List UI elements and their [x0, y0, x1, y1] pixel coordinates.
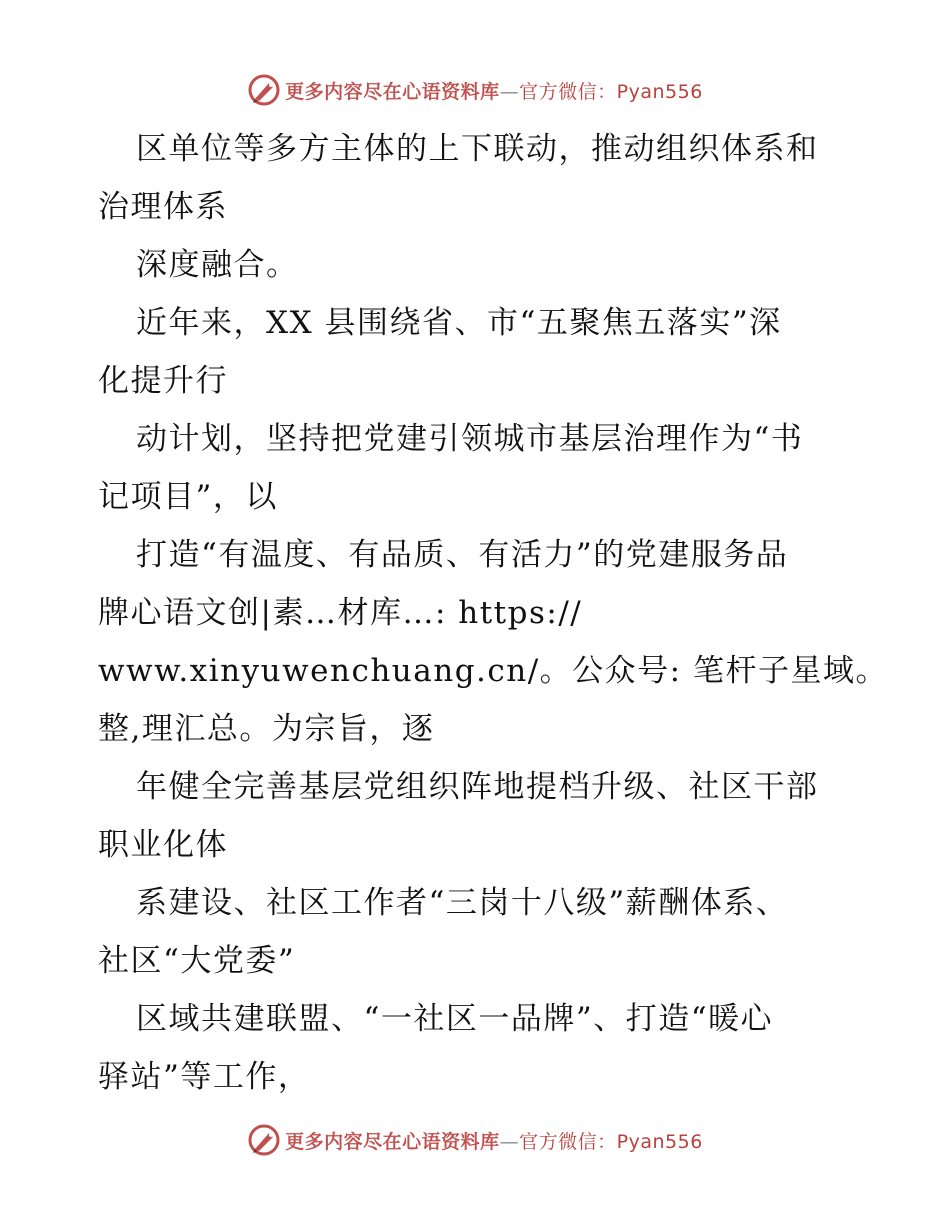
watermark-text — [285, 1127, 703, 1154]
watermark-separator: — — [499, 1130, 520, 1153]
header-watermark-banner — [0, 70, 950, 110]
watermark-text — [285, 77, 703, 104]
body-line: 整,理汇总。为宗旨，逐 — [98, 711, 435, 747]
body-line: 社区“大党委” — [98, 943, 296, 979]
watermark-wechat: 官方微信：Pyan556 — [519, 1130, 703, 1153]
body-line: 职业化体 — [98, 827, 228, 863]
watermark-site: 更多内容尽在心语资料库 — [285, 1130, 500, 1153]
pen-circle-logo-icon — [247, 73, 281, 107]
body-line: 治理体系 — [98, 189, 228, 225]
footer-watermark-banner — [0, 1120, 950, 1160]
body-line: www.xinyuwenchuang.cn/。公众号: 笔杆子星域。 — [98, 653, 888, 689]
body-line: 区单位等多方主体的上下联动，推动组织体系和 — [136, 131, 819, 167]
pen-circle-logo-icon — [247, 1123, 281, 1157]
body-line: 年健全完善基层党组织阵地提档升级、社区干部 — [136, 769, 819, 805]
watermark-separator: — — [499, 80, 520, 103]
body-line: 驿站”等工作， — [98, 1059, 311, 1095]
watermark-wechat: 官方微信：Pyan556 — [519, 80, 703, 103]
body-line: 牌心语文创|素…材库…: https:// — [98, 595, 583, 631]
body-line: 记项目”，以 — [98, 479, 278, 515]
body-line: 区域共建联盟、“一社区一品牌”、打造“暖心 — [136, 1001, 774, 1037]
body-line: 动计划，坚持把党建引领城市基层治理作为“书 — [136, 421, 804, 457]
watermark-site: 更多内容尽在心语资料库 — [285, 80, 500, 103]
body-line: 化提升行 — [98, 363, 228, 399]
body-line: 系建设、社区工作者“三岗十八级”薪酬体系、 — [136, 885, 789, 921]
body-line: 打造“有温度、有品质、有活力”的党建服务品 — [136, 537, 789, 573]
body-line: 深度融合。 — [136, 247, 299, 283]
body-line: 近年来，XX 县围绕省、市“五聚焦五落实”深 — [136, 305, 782, 341]
document-body — [98, 120, 888, 1106]
